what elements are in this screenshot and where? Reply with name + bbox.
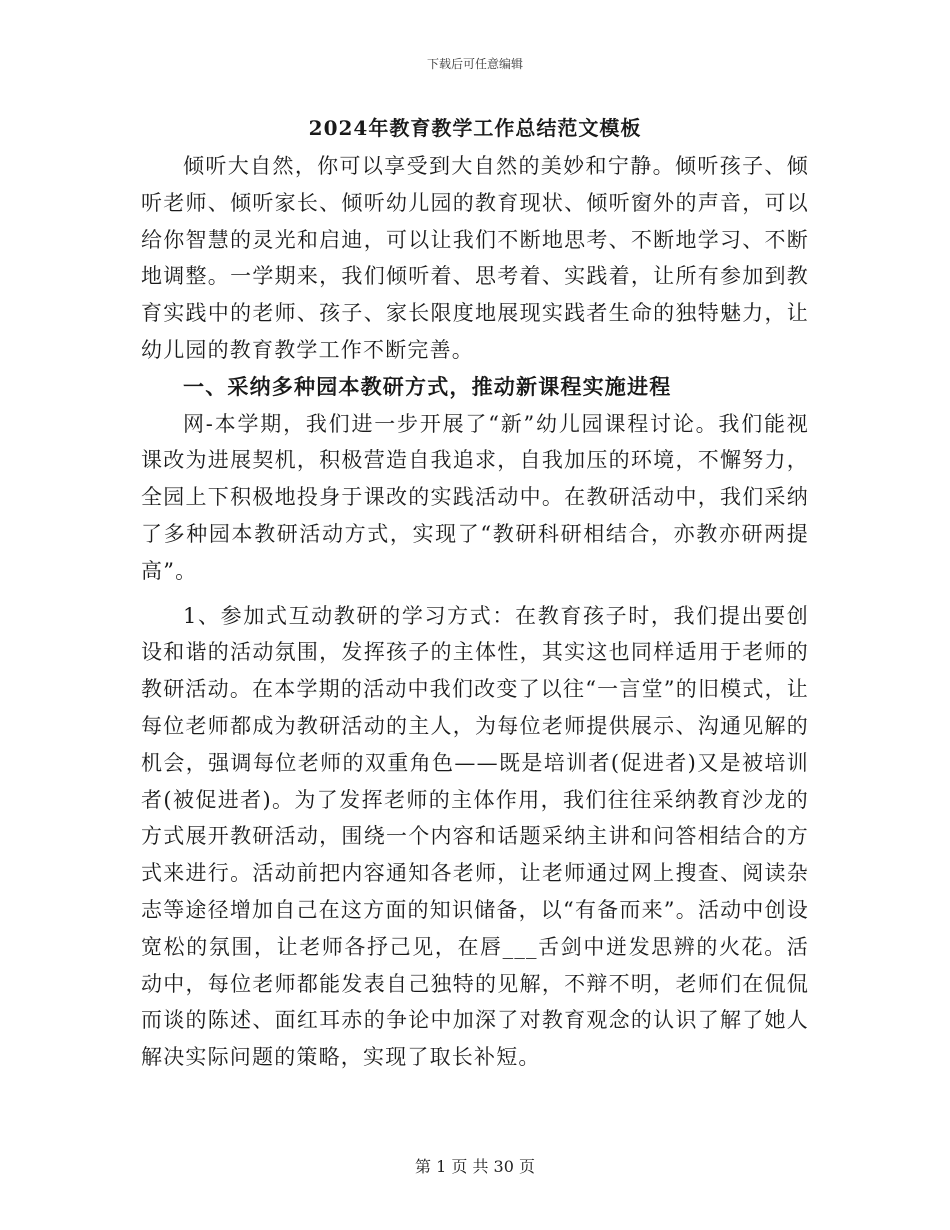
item-1-paragraph: 1、参加式互动教研的学习方式：在教育孩子时，我们提出要创设和谐的活动氛围，发挥孩子的主体性，其实这也同样适用于老师的教研活动。在本学期的活动中我们改变了以往“一言堂”的旧模式，让每位老师都成为教研活动的主人，为每位老师提供展示、沟通见解的机会，强调每位老师的双重角色——既是培训者(促进者)又是被培训者(被促进者)。为了发挥老师的主体作用，我们往往采纳教育沙龙的方式展开教研活动，围绕一个内容和话题采纳主讲和问答相结合的方式来进行。活动前把内容通知各老师，让老师通过网上搜查、阅读杂志等途径增加自己在这方面的知识储备，以“有备而来”。活动中创设宽松的氛围，让老师各抒己见，在唇___舌剑中迸发思辨的火花。活动中，每位老师都能发表自己独特的见解，不辩不明，老师们在侃侃而谈的陈述、面红耳赤的争论中加深了对教育观念的认识了解了她人解决实际问题的策略，实现了取长补短。 <box>141 603 809 1070</box>
paragraph-spacer <box>141 590 809 598</box>
document-title: 2024年教育教学工作总结范文模板 <box>308 116 642 140</box>
page-number: 第 1 页 共 30 页 <box>415 1157 535 1176</box>
section-heading-1: 一、采纳多种园本教研方式，推动新课程实施进程 <box>183 373 672 399</box>
header-note: 下载后可任意编辑 <box>426 57 523 71</box>
document-body <box>141 108 809 1076</box>
intro-paragraph: 倾听大自然，你可以享受到大自然的美妙和宁静。倾听孩子、倾听老师、倾听家长、倾听幼儿园的教育现状、倾听窗外的声音，可以给你智慧的灵光和启迪，可以让我们不断地思考、不断地学习、不断地调整。一学期来，我们倾听着、思考着、实践着，让所有参加到教育实践中的老师、孩子、家长限度地展现实践者生命的独特魅力，让幼儿园的教育教学工作不断完善。 <box>141 154 809 362</box>
section-1-paragraph: 网-本学期，我们进一步开展了“新”幼儿园课程讨论。我们能视课改为进展契机，积极营造自我追求，自我加压的环境，不懈努力，全园上下积极地投身于课改的实践活动中。在教研活动中，我们采纳了多种园本教研活动方式，实现了“教研科研相结合，亦教亦研两提高”。 <box>141 411 809 583</box>
